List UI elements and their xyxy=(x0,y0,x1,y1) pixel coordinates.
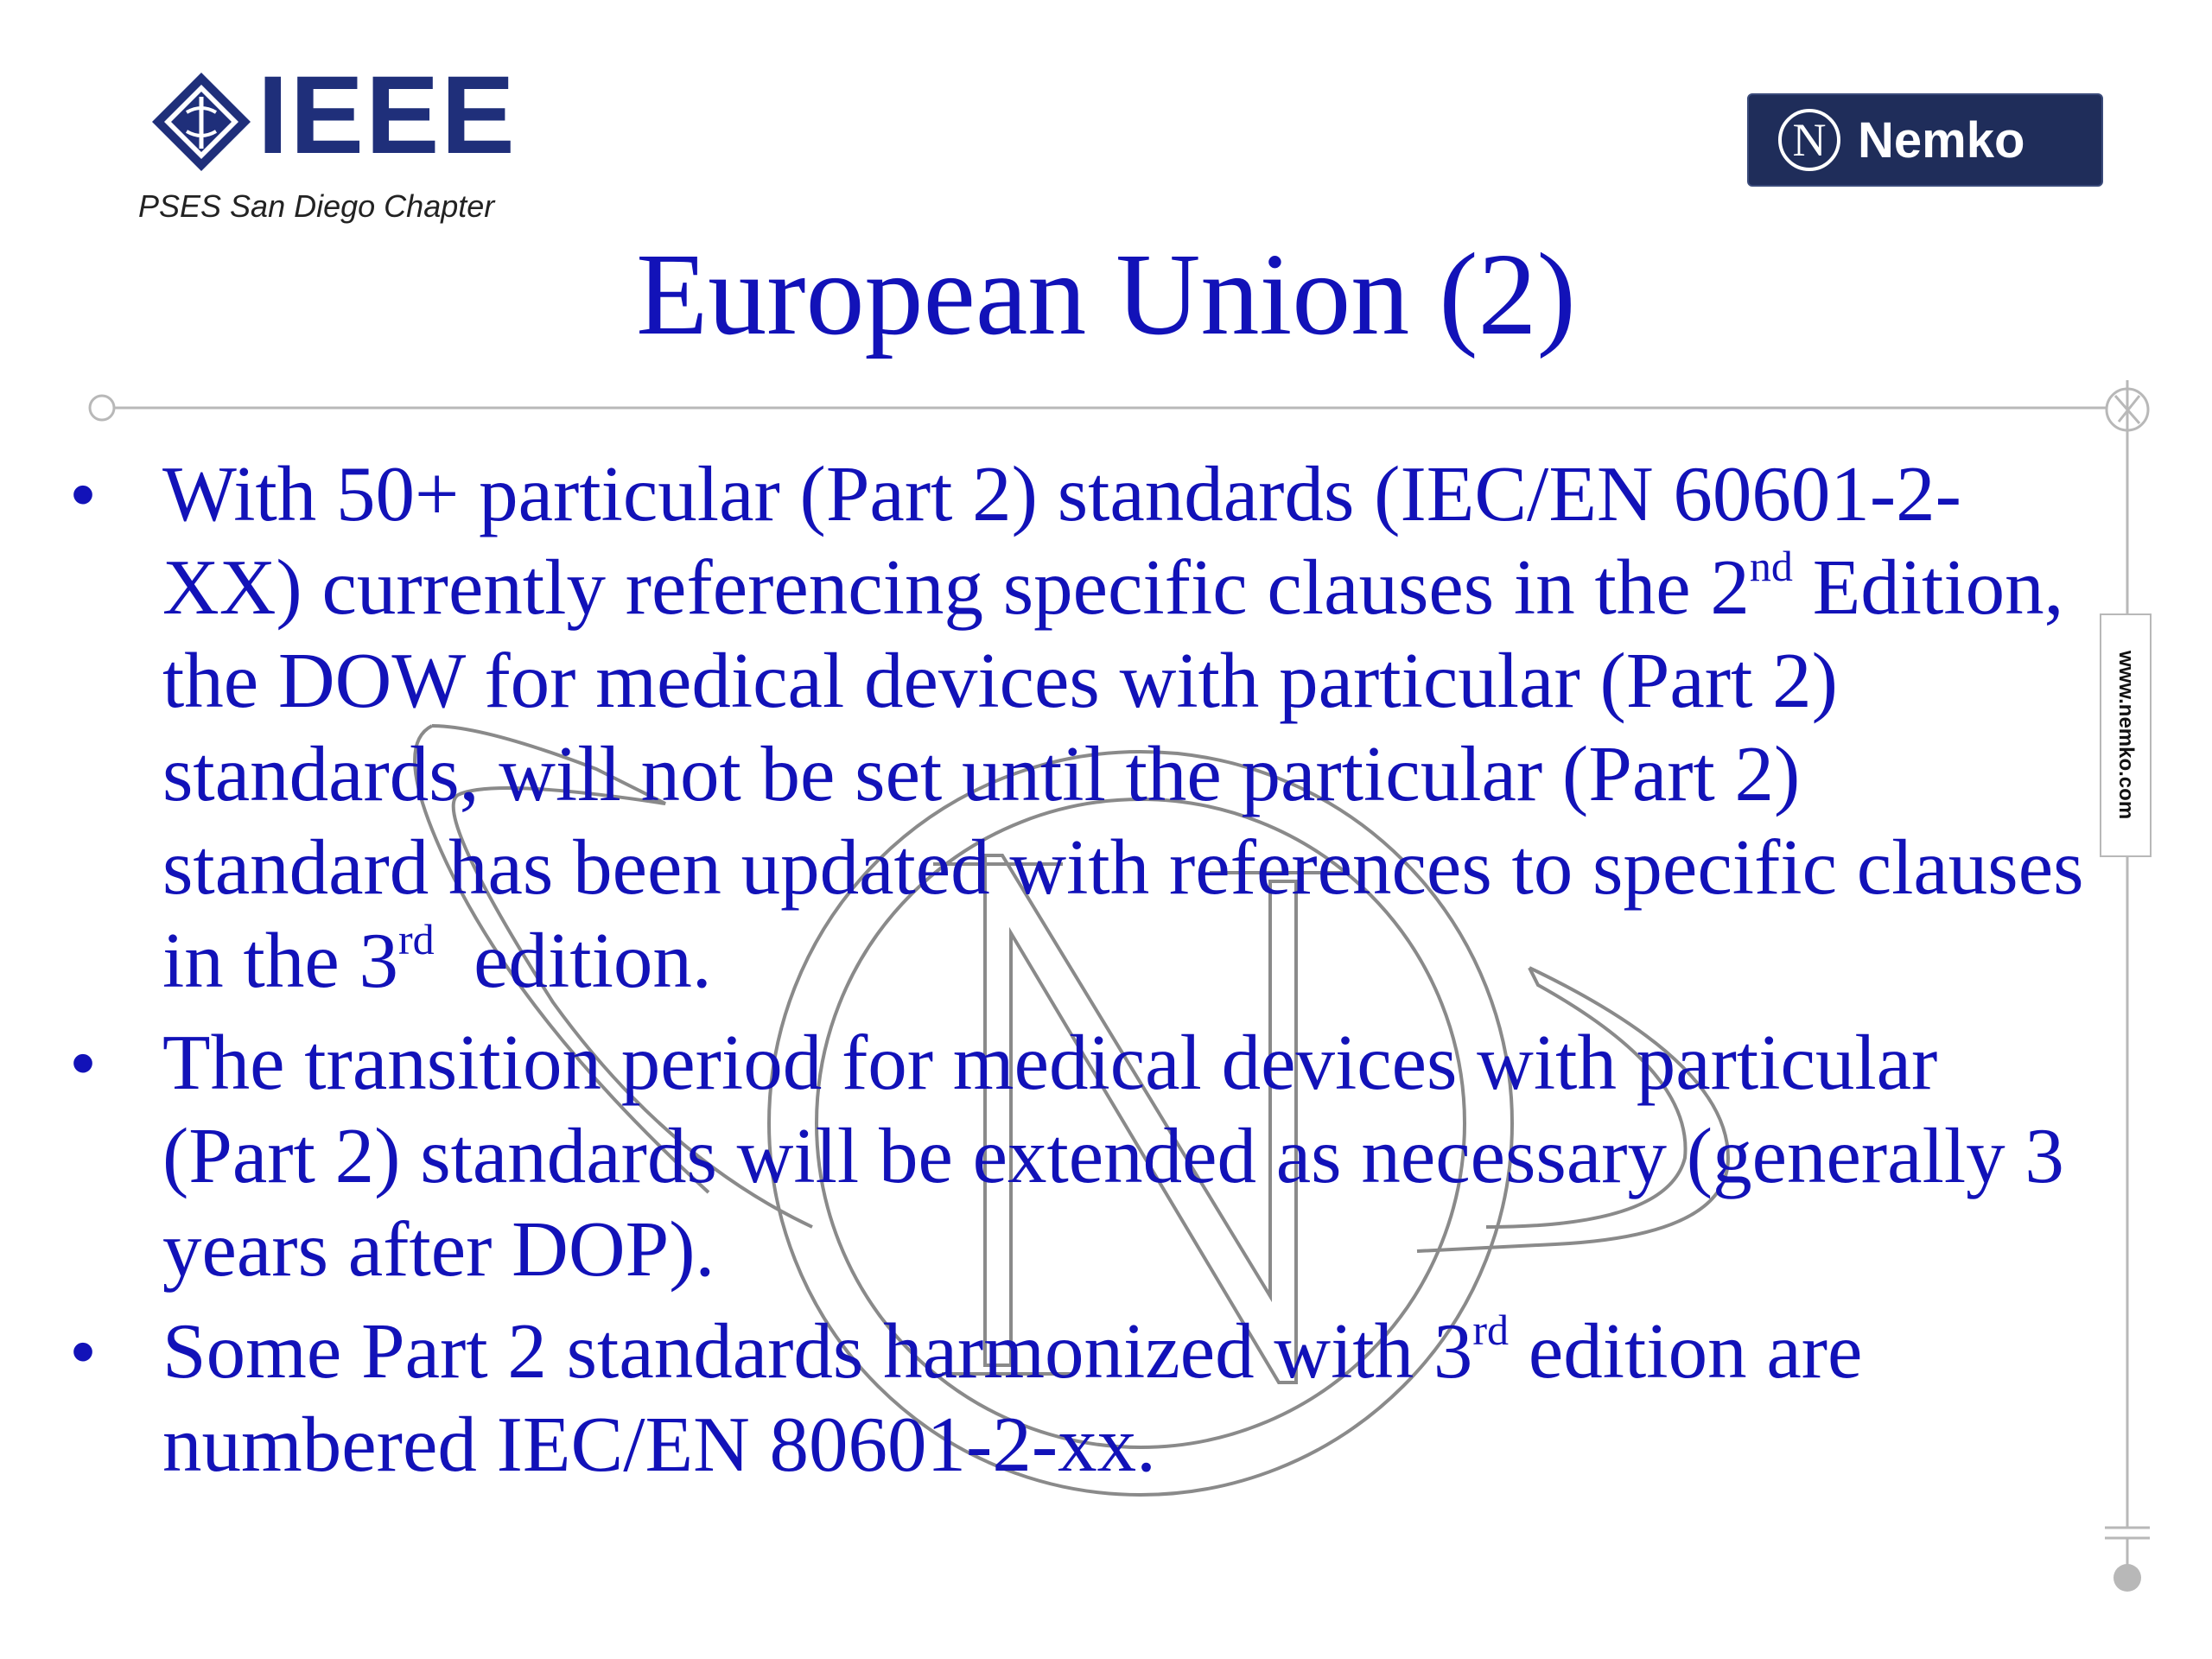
bullet-text: Edition, the DOW for medical devices with particular (Part 2) standards, will not be set until the particular (Part 2) standard has been updated with references to specific clauses in the 3 xyxy=(162,543,2084,1004)
bullet-text: edition. xyxy=(434,917,712,1004)
bullet-icon: • xyxy=(71,455,96,532)
nemko-wordmark: Nemko xyxy=(1858,111,2025,168)
bullet-item xyxy=(71,1305,2084,1491)
bullet-text: edition are numbered IEC/EN 80601-2-xx. xyxy=(162,1307,1863,1488)
nemko-n-icon: N xyxy=(1778,109,1840,171)
side-url-tab xyxy=(2100,613,2152,857)
superscript: nd xyxy=(1749,542,1793,591)
ieee-wordmark: IEEE xyxy=(257,54,517,177)
bullet-list xyxy=(71,448,2084,1500)
nemko-logo xyxy=(1747,93,2103,187)
ieee-logo xyxy=(138,54,536,242)
slide-title: European Union (2) xyxy=(636,230,1576,359)
ieee-chapter-name: PSES San Diego Chapter xyxy=(138,188,495,224)
bullet-icon: • xyxy=(71,1024,96,1101)
bullet-text: The transition period for medical devices with particular (Part 2) standards will be extended as necessary (generally 3 years after DOP). xyxy=(162,1019,2064,1293)
bullet-text: Some Part 2 standards harmonized with 3 xyxy=(162,1307,1473,1395)
side-url: www.nemko.com xyxy=(2114,651,2138,820)
bullet-text: With 50+ particular (Part 2) standards (IEC/EN 60601-2-XX) currently referencing specific clauses in the 2 xyxy=(162,450,1961,631)
ieee-diamond-icon xyxy=(149,69,254,175)
bullet-icon: • xyxy=(71,1313,96,1389)
bullet-item xyxy=(71,448,2084,1007)
superscript: rd xyxy=(1472,1306,1510,1355)
superscript: rd xyxy=(397,915,435,964)
bullet-item xyxy=(71,1016,2084,1296)
